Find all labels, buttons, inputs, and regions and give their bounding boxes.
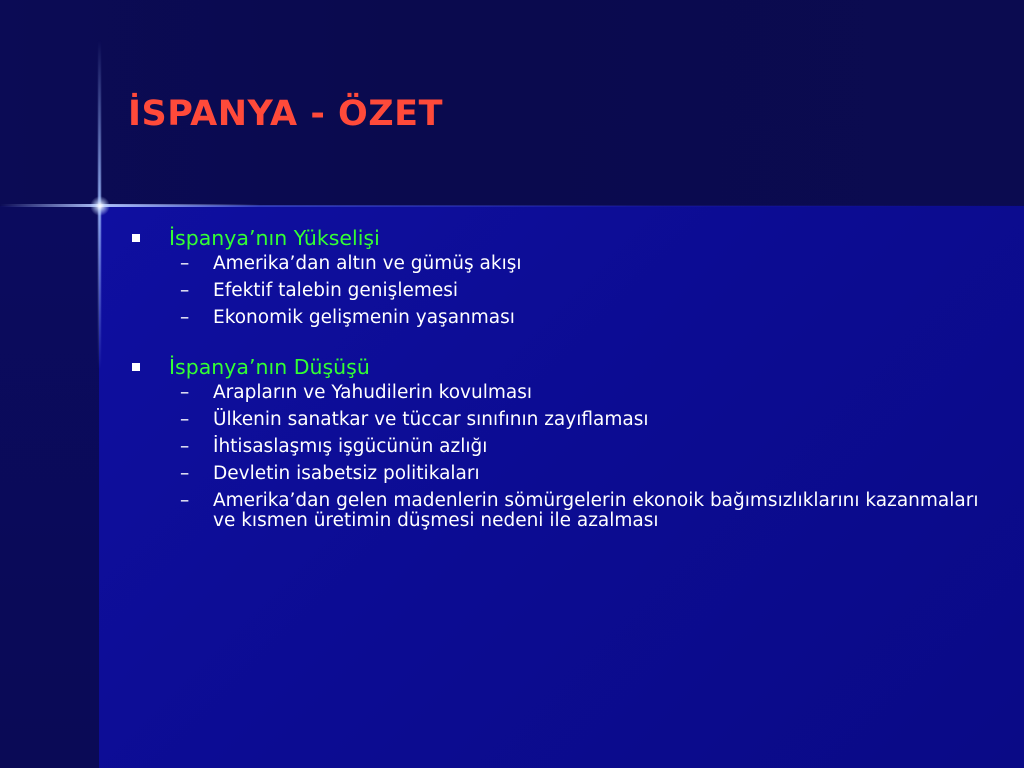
list-item (128, 308, 988, 328)
section-heading-text: İspanya’nın Düşüşü (169, 355, 370, 379)
dash-bullet-icon: – (180, 436, 190, 457)
section-heading-text: İspanya’nın Yükselişi (169, 226, 380, 250)
list-item-text: İhtisaslaşmış işgücünün azlığı (213, 436, 488, 457)
slide-title: İSPANYA - ÖZET (128, 94, 443, 134)
dash-bullet-icon: – (180, 280, 190, 301)
dash-bullet-icon: – (180, 307, 190, 328)
section-heading (128, 224, 988, 252)
dash-bullet-icon: – (180, 463, 190, 484)
list-item-text: Ülkenin sanatkar ve tüccar sınıfının zayıflaması (213, 409, 649, 430)
sub-list (128, 254, 988, 328)
list-item (128, 254, 988, 274)
sub-list (128, 383, 988, 531)
sparkle-icon (90, 196, 110, 216)
section-decline (128, 353, 988, 531)
list-item (128, 437, 988, 457)
list-item-text: Amerika’dan gelen madenlerin sömürgelerin ekonoik bağımsızlıklarını kazanmaları ve kısmen üretimin düşmesi nedeni ile azalması (213, 490, 979, 531)
list-item-text: Arapların ve Yahudilerin kovulması (213, 382, 532, 403)
horizontal-glow-line (0, 204, 260, 207)
bullet-content (128, 224, 988, 538)
dash-bullet-icon: – (180, 490, 190, 511)
list-item (128, 491, 988, 531)
list-item-text: Efektif talebin genişlemesi (213, 280, 459, 301)
list-item-text: Ekonomik gelişmenin yaşanması (213, 307, 515, 328)
dash-bullet-icon: – (180, 382, 190, 403)
list-item-text: Devletin isabetsiz politikaları (213, 463, 480, 484)
list-item (128, 410, 988, 430)
list-item (128, 383, 988, 403)
list-item-text: Amerika’dan altın ve gümüş akışı (213, 253, 522, 274)
list-item (128, 281, 988, 301)
dash-bullet-icon: – (180, 253, 190, 274)
square-bullet-icon (132, 234, 140, 242)
list-item (128, 464, 988, 484)
section-rise (128, 224, 988, 328)
dash-bullet-icon: – (180, 409, 190, 430)
square-bullet-icon (132, 363, 140, 371)
left-band (0, 206, 99, 768)
section-heading (128, 353, 988, 381)
